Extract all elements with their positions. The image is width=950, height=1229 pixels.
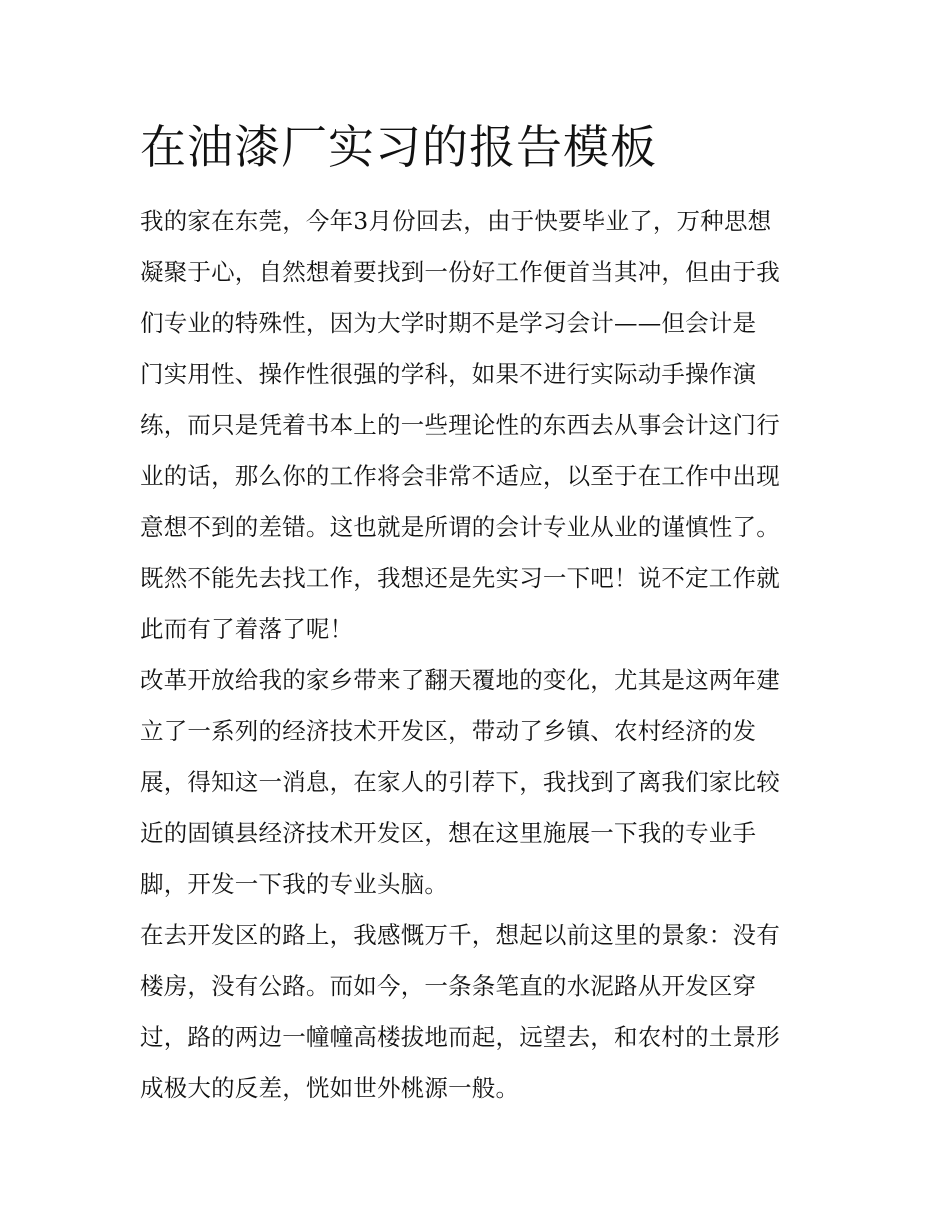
text-line: 凝聚于心，自然想着要找到一份好工作便首当其冲，但由于我 [140,258,780,286]
text-line: 近的固镇县经济技术开发区，想在这里施展一下我的专业手 [140,819,757,847]
document-body [140,196,812,1114]
text-line: 们专业的特殊性，因为大学时期不是学习会计——但会计是 [140,309,757,337]
text-line: 脚，开发一下我的专业头脑。 [140,870,449,898]
text-line: 在去开发区的路上，我感慨万千，想起以前这里的景象：没有 [140,921,780,949]
text-line: 练，而只是凭着书本上的一些理论性的东西去从事会计这门行 [140,411,780,439]
text-line: 过，路的两边一幢幢高楼拔地而起，远望去，和农村的土景形 [140,1023,780,1051]
text-line: 楼房，没有公路。而如今，一条条笔直的水泥路从开发区穿 [140,972,757,1000]
text-line: 既然不能先去找工作，我想还是先实习一下吧！说不定工作就 [140,564,780,592]
text-line: 我的家在东莞，今年3月份回去，由于快要毕业了，万种思想 [140,207,772,235]
text-line: 意想不到的差错。这也就是所谓的会计专业从业的谨慎性了。 [140,513,780,541]
text-line: 业的话，那么你的工作将会非常不适应，以至于在工作中出现 [140,462,780,490]
text-line: 展，得知这一消息，在家人的引荐下，我找到了离我们家比较 [140,768,780,796]
text-line: 立了一系列的经济技术开发区，带动了乡镇、农村经济的发 [140,717,757,745]
text-line: 门实用性、操作性很强的学科，如果不进行实际动手操作演 [140,360,757,388]
text-line: 成极大的反差，恍如世外桃源一般。 [140,1074,520,1102]
page-title: 在油漆厂实习的报告模板 [140,120,657,174]
text-line: 此而有了着落了呢！ [140,615,354,643]
text-line: 改革开放给我的家乡带来了翻天覆地的变化，尤其是这两年建 [140,666,780,694]
